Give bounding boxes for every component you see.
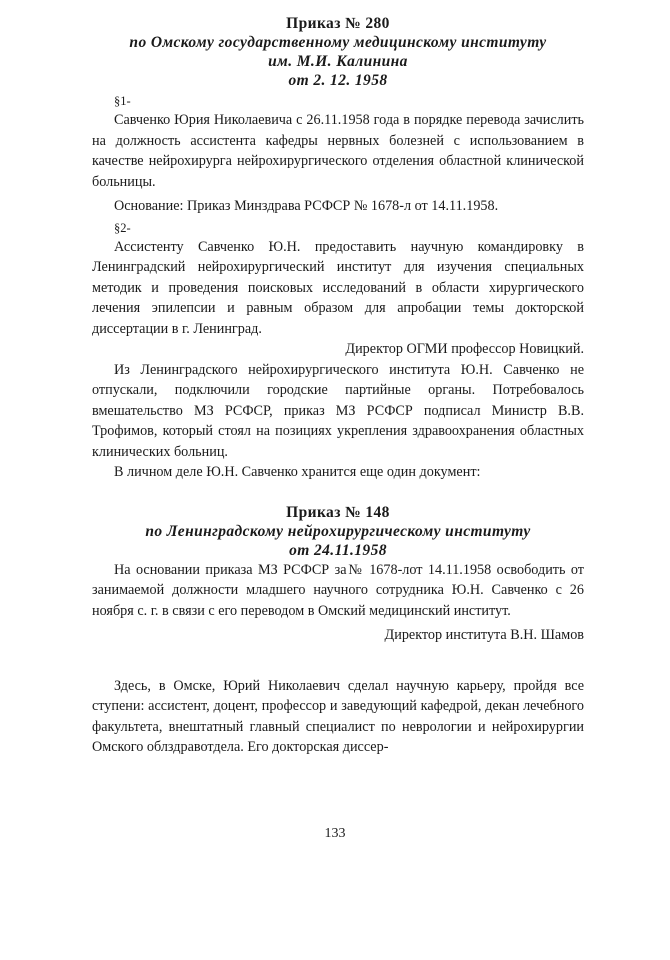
section-1-text: Савченко Юрия Николаевича с 26.11.1958 года в порядке перевода зачислить на должность ассистента кафедры нервных болезней с использованием в качестве нейрохирурга нейрохирургического отделения областной клинической больницы. [92, 112, 584, 190]
section-1-label: §1- [114, 94, 131, 108]
order-280-signature: Директор ОГМИ профессор Новицкий. [345, 341, 584, 357]
narrative-paragraph-2: В личном деле Ю.Н. Савченко хранится еще один документ: [114, 464, 481, 480]
page-number: 133 [324, 826, 346, 841]
order-148-heading [92, 503, 584, 560]
order-280-subtitle-2: им. М.И. Калинина [268, 53, 408, 70]
section-2-text: Ассистенту Савченко Ю.Н. предоставить научную командировку в Ленинградский нейрохирургический институт для изучения специальных методик и проведения поисковых исследований в области хирургического лечения эпилепсии и равным образом для апробации темы докторской диссертации в г. Ленинград. [92, 238, 584, 337]
order-148-title: Приказ № 148 [286, 503, 390, 521]
order-280-subtitle: по Омскому государственному медицинскому институту [129, 34, 547, 51]
order-148-text: На основании приказа МЗ РСФСР за№ 1678-лот 14.11.1958 освободить от занимаемой должности младшего научного сотрудника Ю.Н. Савченко с 26 ноября с. г. в связи с его переводом в Омский медицинский институт. [92, 561, 584, 619]
narrative-paragraph-1: Из Ленинградского нейрохирургического института Ю.Н. Савченко не отпускали, подключили городские партийные органы. Потребовалось вмешательство МЗ РСФСР, приказ МЗ РСФСР подписал Министр В.В. Трофимов, который стоял на позициях укрепления здравоохранения областных клинических больниц. [92, 361, 584, 460]
order-280-basis: Основание: Приказ Минздрава РСФСР № 1678-л от 14.11.1958. [114, 198, 499, 214]
order-148-date: от 24.11.1958 [289, 541, 387, 559]
order-148-subtitle: по Ленинградскому нейрохирургическому институту [145, 522, 531, 540]
order-280-title: Приказ № 280 [286, 15, 390, 32]
narrative-paragraph-3: Здесь, в Омске, Юрий Николаевич сделал научную карьеру, пройдя все ступени: ассистент, доцент, профессор и заведующий кафедрой, декан лечебного факультета, внештатный главный специалист по неврологии и нейрохирургии Омского облздравотдела. Его докторская диссер- [92, 677, 584, 755]
order-148-signature: Директор института В.Н. Шамов [384, 627, 584, 643]
order-280-date: от 2. 12. 1958 [288, 72, 388, 89]
section-2-label: §2- [114, 220, 131, 235]
order-280-heading [92, 14, 584, 90]
